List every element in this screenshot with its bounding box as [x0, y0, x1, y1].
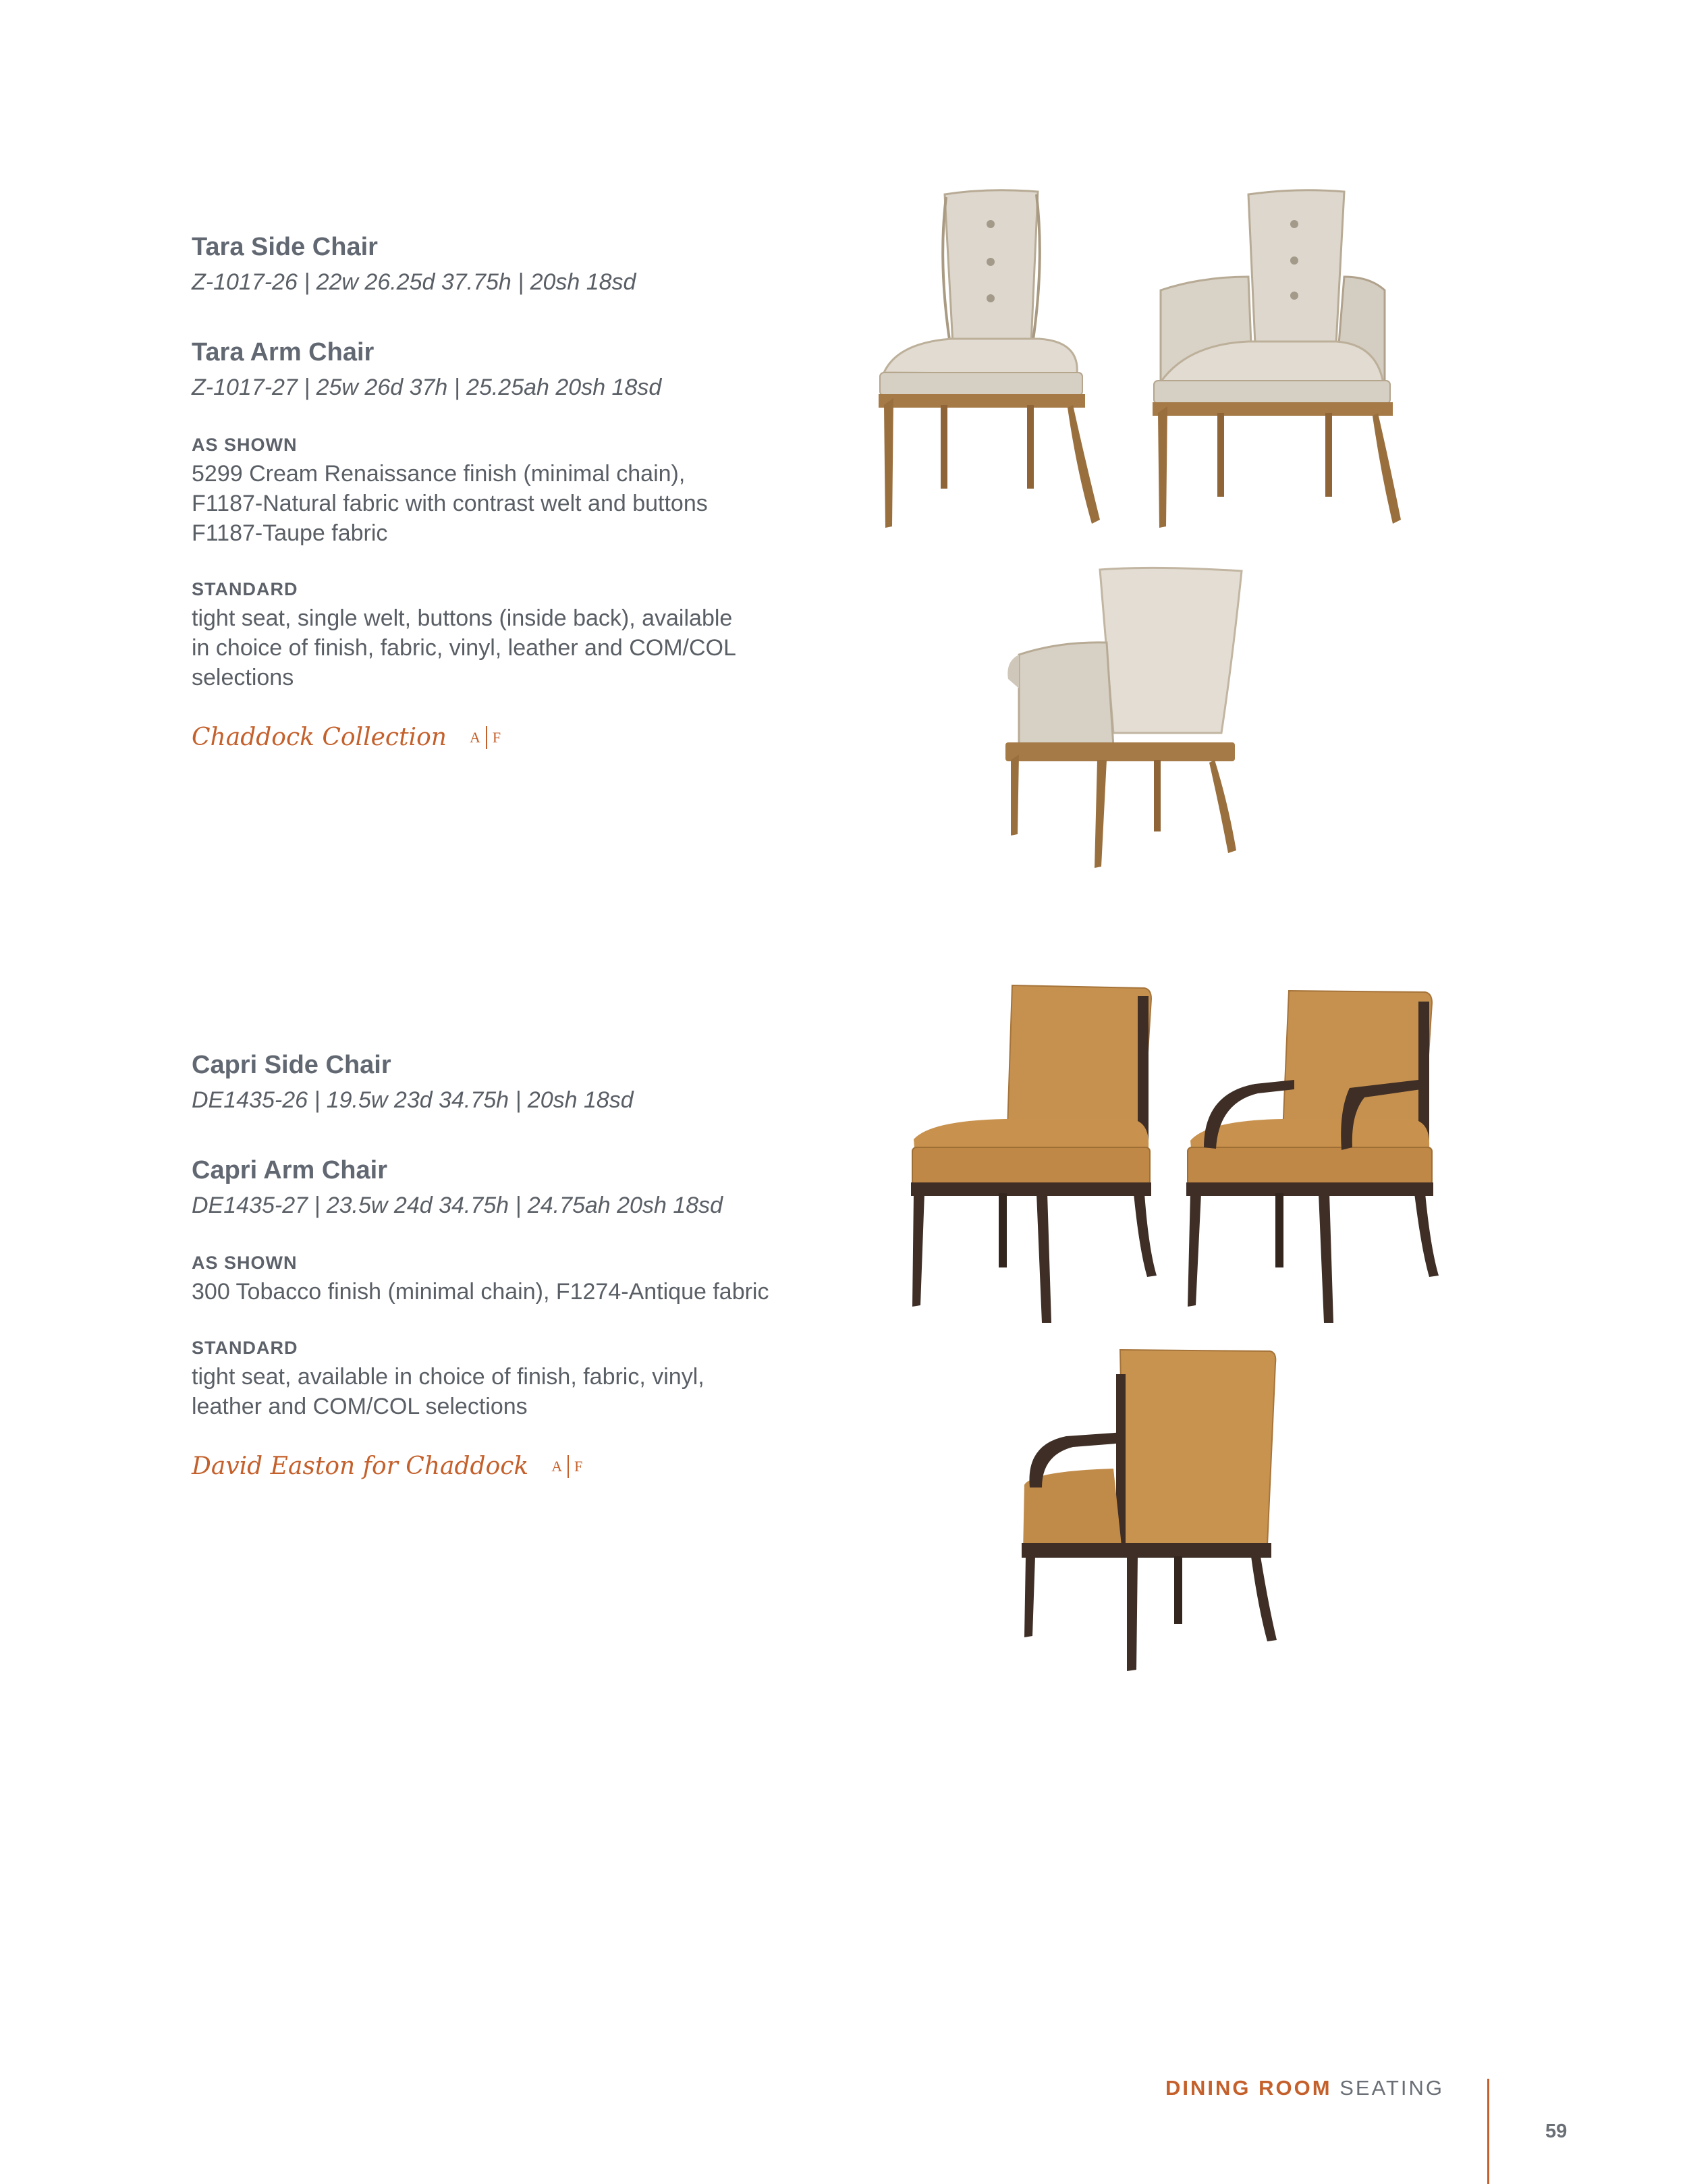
af-divider [486, 726, 487, 749]
product-title: Capri Arm Chair [192, 1156, 387, 1184]
af-f: F [492, 728, 501, 746]
capri-arm-chair-image [1174, 979, 1444, 1330]
af-badge [470, 726, 501, 749]
capri-arm-chair-back-image [1005, 1343, 1289, 1681]
tara-arm-chair-back-image [992, 560, 1255, 871]
standard-label: STANDARD [192, 579, 298, 599]
product-title: Tara Side Chair [192, 233, 378, 261]
as-shown-text: 300 Tobacco finish (minimal chain), F1274-Antique fabric [192, 1279, 769, 1305]
as-shown-text: 5299 Cream Renaissance finish (minimal chain), F1187-Natural fabric with contrast welt and buttons F1187-Taupe fabric [192, 461, 708, 546]
footer-divider [1487, 2079, 1489, 2184]
product-dimensions: DE1435-26 | 19.5w 23d 34.75h | 20sh 18sd [192, 1087, 634, 1113]
as-shown-label: AS SHOWN [192, 1253, 298, 1273]
tara-side-chair-image [870, 182, 1134, 547]
as-shown-label: AS SHOWN [192, 435, 298, 455]
af-a: A [551, 1457, 563, 1475]
standard-text: tight seat, available in choice of finish, fabric, vinyl, leather and COM/COL selections [192, 1364, 704, 1419]
collection-row [192, 1452, 880, 1480]
product-dimensions: DE1435-27 | 23.5w 24d 34.75h | 24.75ah 20sh 18sd [192, 1193, 723, 1218]
standard-text: tight seat, single welt, buttons (inside back), available in choice of finish, fabric, vinyl, leather and COM/COL selections [192, 605, 736, 690]
product-title: Capri Side Chair [192, 1051, 391, 1079]
product-dimensions: Z-1017-26 | 22w 26.25d 37.75h | 20sh 18sd [192, 269, 636, 295]
category-light: SEATING [1339, 2076, 1444, 2100]
collection-name: Chaddock Collection [192, 724, 447, 751]
tara-arm-chair-image [1134, 182, 1417, 547]
product-tara [192, 229, 880, 751]
product-title: Tara Arm Chair [192, 338, 375, 366]
collection-row [192, 724, 880, 751]
af-f: F [574, 1457, 583, 1475]
footer-category [1165, 2076, 1444, 2100]
af-a: A [469, 728, 480, 746]
product-capri [192, 1047, 880, 1480]
product-dimensions: Z-1017-27 | 25w 26d 37h | 25.25ah 20sh 18sd [192, 375, 662, 400]
af-badge [551, 1455, 582, 1478]
af-divider [568, 1455, 569, 1478]
page-number: 59 [1545, 2121, 1568, 2142]
collection-name: David Easton for Chaddock [192, 1452, 529, 1480]
category-strong: DINING ROOM [1165, 2076, 1332, 2100]
standard-label: STANDARD [192, 1338, 298, 1358]
capri-side-chair-image [904, 979, 1161, 1330]
